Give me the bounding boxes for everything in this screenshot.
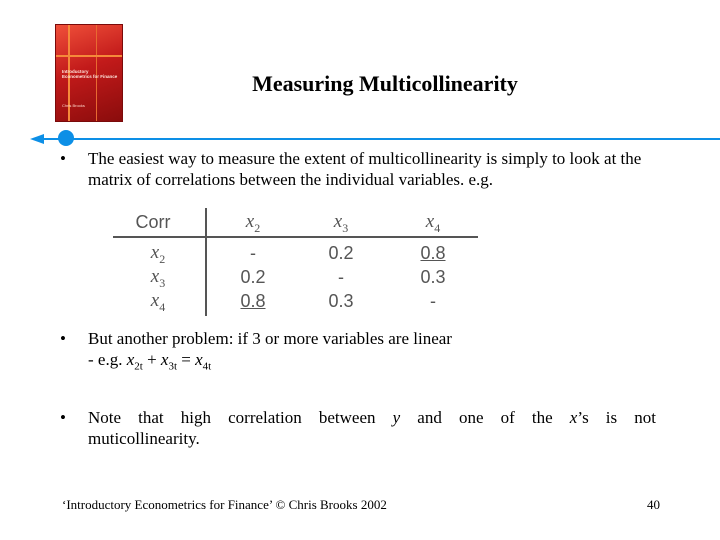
bullet-marker: •	[60, 408, 66, 427]
slide-title: Measuring Multicollinearity	[252, 71, 518, 96]
corr-cell-highlighted: 0.8	[420, 243, 446, 263]
corr-cell: 0.2	[240, 267, 266, 287]
bullet-3-line-1: Note that high correlation between y and one of the x’s is not	[88, 408, 656, 427]
corr-cell-highlighted: 0.8	[240, 291, 266, 311]
bullet-text-3	[88, 407, 656, 449]
footer-copyright: ‘Introductory Econometrics for Finance’ © Chris Brooks 2002	[62, 497, 387, 512]
corr-cell: -	[338, 267, 344, 287]
page-number: 40	[647, 497, 660, 512]
corr-cell: 0.2	[328, 243, 354, 263]
cover-title: Introductory Econometrics for Finance	[62, 69, 118, 79]
cover-author: Chris Brooks	[62, 103, 85, 108]
corr-header-x2: $x_2$	[245, 211, 261, 235]
corr-header-x4: $x_4$	[425, 211, 441, 235]
corr-corner-label: Corr	[135, 212, 171, 232]
bullet-text-1: The easiest way to measure the extent of multicollinearity is simply to look at the matrix of correlations between the individual variables. e.g.	[88, 149, 642, 189]
corr-row-label-x2: $x_2$	[150, 242, 166, 266]
bullet-2-line-2: - e.g. $x_{2t} + x_{3t} = x_{4t}$	[88, 350, 212, 373]
divider-dot	[58, 130, 74, 146]
corr-cell: -	[250, 243, 256, 263]
corr-header-x3: $x_3$	[333, 211, 349, 235]
corr-cell: 0.3	[328, 291, 354, 311]
bullet-text-2	[88, 328, 668, 377]
title-divider	[40, 138, 720, 140]
corr-row-label-x3: $x_3$	[150, 266, 166, 290]
corr-cell: 0.3	[420, 267, 446, 287]
cover-stripe	[56, 55, 122, 57]
divider-tip	[30, 134, 44, 144]
corr-cell: -	[430, 291, 436, 311]
bullet-marker: •	[60, 149, 66, 168]
corr-header-rule	[113, 236, 478, 238]
bullet-marker: •	[60, 329, 66, 348]
corr-label-rule	[205, 208, 207, 316]
book-cover-image	[55, 24, 123, 122]
bullet-3-line-2: muticollinearity.	[88, 429, 200, 448]
bullet-2-line-1: But another problem: if 3 or more variables are linear	[88, 329, 452, 348]
correlation-matrix	[113, 208, 478, 316]
corr-row-label-x4: $x_4$	[150, 290, 166, 314]
